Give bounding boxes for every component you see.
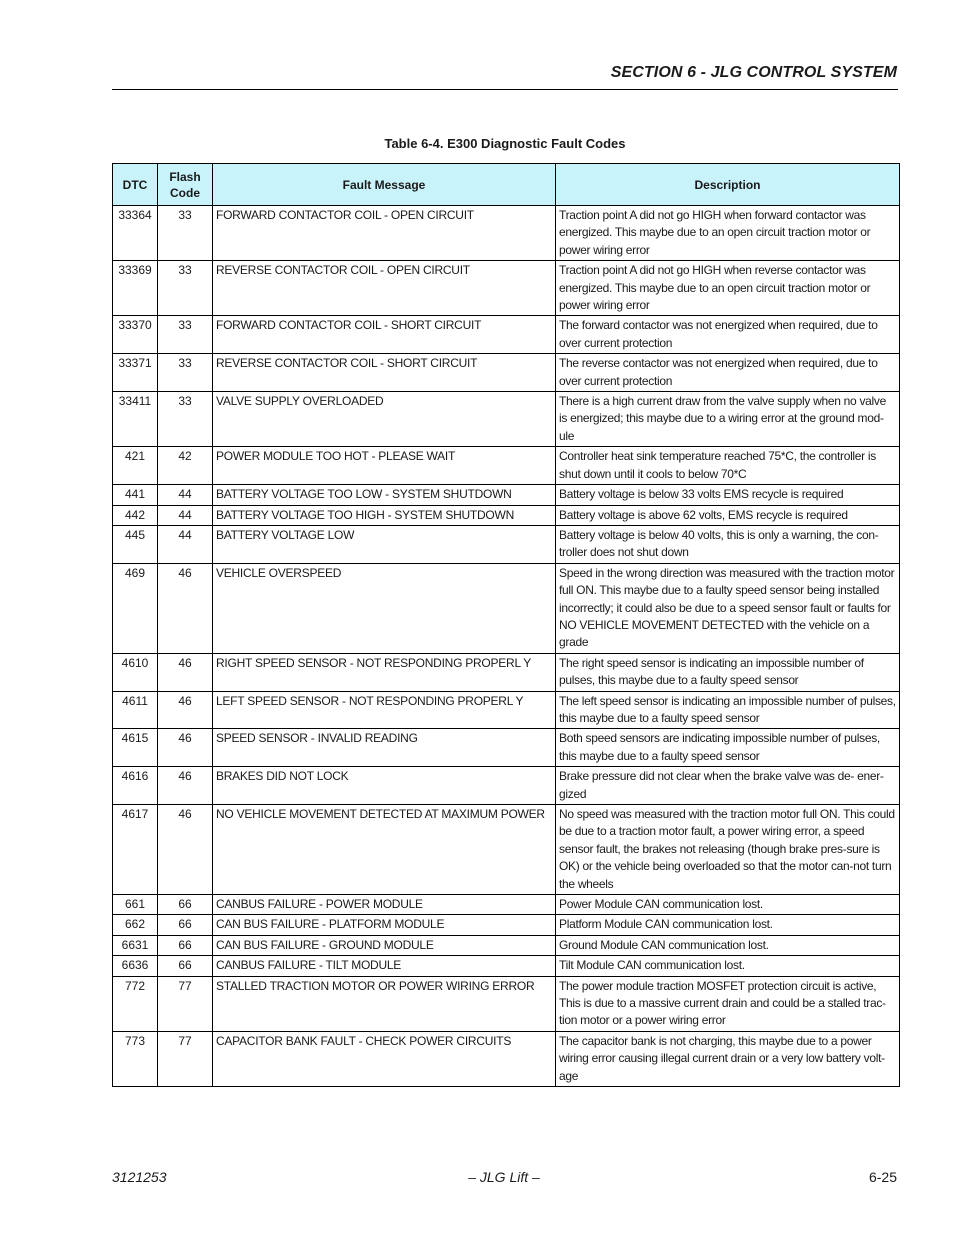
fault-message-cell: BATTERY VOLTAGE TOO LOW - SYSTEM SHUTDOWN: [213, 485, 556, 505]
fault-message-cell: FORWARD CONTACTOR COIL - OPEN CIRCUIT: [213, 206, 556, 261]
table-row: [113, 505, 900, 525]
dtc-cell: 4617: [113, 805, 158, 895]
fault-message-cell: VEHICLE OVERSPEED: [213, 563, 556, 653]
dtc-cell: 441: [113, 485, 158, 505]
fault-message-cell: NO VEHICLE MOVEMENT DETECTED AT MAXIMUM POWER: [213, 805, 556, 895]
fault-message-cell: REVERSE CONTACTOR COIL - SHORT CIRCUIT: [213, 354, 556, 392]
flash-code-cell: 44: [158, 505, 213, 525]
description-cell: Speed in the wrong direction was measured with the traction motor full ON. This maybe due to a faulty speed sensor being installed incorrectly; it could also be due to a speed sensor fault or faults for NO VEHICLE MOVEMENT DETECTED with the vehicle on a grade: [556, 563, 900, 653]
flash-code-cell: 66: [158, 895, 213, 915]
table-row: [113, 767, 900, 805]
dtc-cell: 6631: [113, 935, 158, 955]
description-cell: Battery voltage is below 40 volts, this is only a warning, the con-troller does not shut down: [556, 525, 900, 563]
table-row: [113, 261, 900, 316]
description-cell: Battery voltage is above 62 volts, EMS recycle is required: [556, 505, 900, 525]
fault-codes-table: [112, 163, 900, 1087]
description-cell: Brake pressure did not clear when the brake valve was de- ener-gized: [556, 767, 900, 805]
description-cell: The reverse contactor was not energized when required, due to over current protection: [556, 354, 900, 392]
table-row: [113, 691, 900, 729]
description-cell: The right speed sensor is indicating an impossible number of pulses, this maybe due to a faulty speed sensor: [556, 653, 900, 691]
fault-message-cell: RIGHT SPEED SENSOR - NOT RESPONDING PROPERL Y: [213, 653, 556, 691]
description-cell: Traction point A did not go HIGH when forward contactor was energized. This maybe due to an open circuit traction motor or power wiring error: [556, 206, 900, 261]
flash-code-cell: 33: [158, 354, 213, 392]
flash-code-cell: 44: [158, 525, 213, 563]
column-header-fault-message: Fault Message: [213, 164, 556, 206]
table-row: [113, 935, 900, 955]
fault-message-cell: REVERSE CONTACTOR COIL - OPEN CIRCUIT: [213, 261, 556, 316]
table-row: [113, 206, 900, 261]
flash-code-cell: 77: [158, 1031, 213, 1086]
description-cell: Both speed sensors are indicating impossible number of pulses, this maybe due to a faulty speed sensor: [556, 729, 900, 767]
fault-message-cell: VALVE SUPPLY OVERLOADED: [213, 392, 556, 447]
flash-code-cell: 33: [158, 316, 213, 354]
brand-footer: – JLG Lift –: [468, 1169, 540, 1185]
doc-number: 3121253: [112, 1169, 167, 1185]
flash-code-cell: 46: [158, 653, 213, 691]
dtc-cell: 4610: [113, 653, 158, 691]
description-cell: Controller heat sink temperature reached 75*C, the controller is shut down until it cools to below 70*C: [556, 447, 900, 485]
fault-message-cell: CANBUS FAILURE - POWER MODULE: [213, 895, 556, 915]
fault-message-cell: BRAKES DID NOT LOCK: [213, 767, 556, 805]
fault-message-cell: CAN BUS FAILURE - PLATFORM MODULE: [213, 915, 556, 935]
description-cell: Tilt Module CAN communication lost.: [556, 956, 900, 976]
table-caption: Table 6-4. E300 Diagnostic Fault Codes: [384, 136, 626, 151]
column-header-dtc: DTC: [113, 164, 158, 206]
table-row: [113, 485, 900, 505]
table-row: [113, 805, 900, 895]
flash-label: Flash: [169, 169, 201, 184]
table-row: [113, 447, 900, 485]
flash-code-cell: 46: [158, 767, 213, 805]
fault-message-cell: FORWARD CONTACTOR COIL - SHORT CIRCUIT: [213, 316, 556, 354]
fault-message-cell: BATTERY VOLTAGE LOW: [213, 525, 556, 563]
description-cell: Battery voltage is below 33 volts EMS recycle is required: [556, 485, 900, 505]
column-header-description: Description: [556, 164, 900, 206]
flash-code-cell: 66: [158, 915, 213, 935]
flash-code-cell: 33: [158, 392, 213, 447]
flash-code-cell: 77: [158, 976, 213, 1031]
flash-code-cell: 44: [158, 485, 213, 505]
table-row: [113, 316, 900, 354]
dtc-cell: 4615: [113, 729, 158, 767]
flash-code-cell: 66: [158, 956, 213, 976]
dtc-cell: 6636: [113, 956, 158, 976]
fault-message-cell: POWER MODULE TOO HOT - PLEASE WAIT: [213, 447, 556, 485]
flash-code-cell: 46: [158, 805, 213, 895]
fault-message-cell: LEFT SPEED SENSOR - NOT RESPONDING PROPERL Y: [213, 691, 556, 729]
code-label: Code: [170, 185, 200, 200]
table-row: [113, 354, 900, 392]
dtc-cell: 33371: [113, 354, 158, 392]
dtc-cell: 662: [113, 915, 158, 935]
table-row: [113, 525, 900, 563]
description-cell: The capacitor bank is not charging, this maybe due to a power wiring error causing illegal current drain or a very low battery volt-age: [556, 1031, 900, 1086]
flash-code-cell: 33: [158, 261, 213, 316]
description-cell: The power module traction MOSFET protection circuit is active, This is due to a massive current drain and could be a stalled trac-tion motor or a power wiring error: [556, 976, 900, 1031]
column-header-flash-code: [158, 164, 213, 206]
table-row: [113, 1031, 900, 1086]
flash-code-cell: 33: [158, 206, 213, 261]
dtc-cell: 421: [113, 447, 158, 485]
table-row: [113, 392, 900, 447]
dtc-cell: 773: [113, 1031, 158, 1086]
flash-code-cell: 46: [158, 563, 213, 653]
table-row: [113, 976, 900, 1031]
description-cell: The left speed sensor is indicating an impossible number of pulses, this maybe due to a faulty speed sensor: [556, 691, 900, 729]
description-cell: The forward contactor was not energized when required, due to over current protection: [556, 316, 900, 354]
fault-message-cell: CAPACITOR BANK FAULT - CHECK POWER CIRCUITS: [213, 1031, 556, 1086]
page-number: 6-25: [868, 1169, 897, 1185]
table-row: [113, 956, 900, 976]
description-cell: Traction point A did not go HIGH when reverse contactor was energized. This maybe due to an open circuit traction motor or power wiring error: [556, 261, 900, 316]
flash-code-cell: 46: [158, 729, 213, 767]
dtc-cell: 33364: [113, 206, 158, 261]
description-cell: There is a high current draw from the valve supply when no valve is energized; this maybe due to a wiring error at the ground mod-ule: [556, 392, 900, 447]
fault-message-cell: CAN BUS FAILURE - GROUND MODULE: [213, 935, 556, 955]
dtc-cell: 4616: [113, 767, 158, 805]
dtc-cell: 445: [113, 525, 158, 563]
fault-message-cell: STALLED TRACTION MOTOR OR POWER WIRING ERROR: [213, 976, 556, 1031]
description-cell: Platform Module CAN communication lost.: [556, 915, 900, 935]
dtc-cell: 772: [113, 976, 158, 1031]
table-header-row: [113, 164, 900, 206]
description-cell: Ground Module CAN communication lost.: [556, 935, 900, 955]
dtc-cell: 4611: [113, 691, 158, 729]
fault-message-cell: SPEED SENSOR - INVALID READING: [213, 729, 556, 767]
header-divider: [112, 89, 898, 90]
table-row: [113, 563, 900, 653]
flash-code-cell: 46: [158, 691, 213, 729]
fault-rows: [113, 206, 900, 1087]
dtc-cell: 442: [113, 505, 158, 525]
table-row: [113, 729, 900, 767]
flash-code-cell: 42: [158, 447, 213, 485]
description-cell: Power Module CAN communication lost.: [556, 895, 900, 915]
dtc-cell: 33411: [113, 392, 158, 447]
dtc-cell: 33369: [113, 261, 158, 316]
table-row: [113, 653, 900, 691]
fault-message-cell: CANBUS FAILURE - TILT MODULE: [213, 956, 556, 976]
fault-message-cell: BATTERY VOLTAGE TOO HIGH - SYSTEM SHUTDOWN: [213, 505, 556, 525]
dtc-cell: 661: [113, 895, 158, 915]
table-row: [113, 895, 900, 915]
dtc-cell: 469: [113, 563, 158, 653]
flash-code-cell: 66: [158, 935, 213, 955]
dtc-cell: 33370: [113, 316, 158, 354]
table-row: [113, 915, 900, 935]
section-title: SECTION 6 - JLG CONTROL SYSTEM: [610, 64, 897, 81]
description-cell: No speed was measured with the traction motor full ON. This could be due to a traction motor fault, a power wiring error, a speed sensor fault, the brakes not releasing (though brake pres-sure is OK) or the vehicle being overloaded so that the motor can-not turn the wheels: [556, 805, 900, 895]
